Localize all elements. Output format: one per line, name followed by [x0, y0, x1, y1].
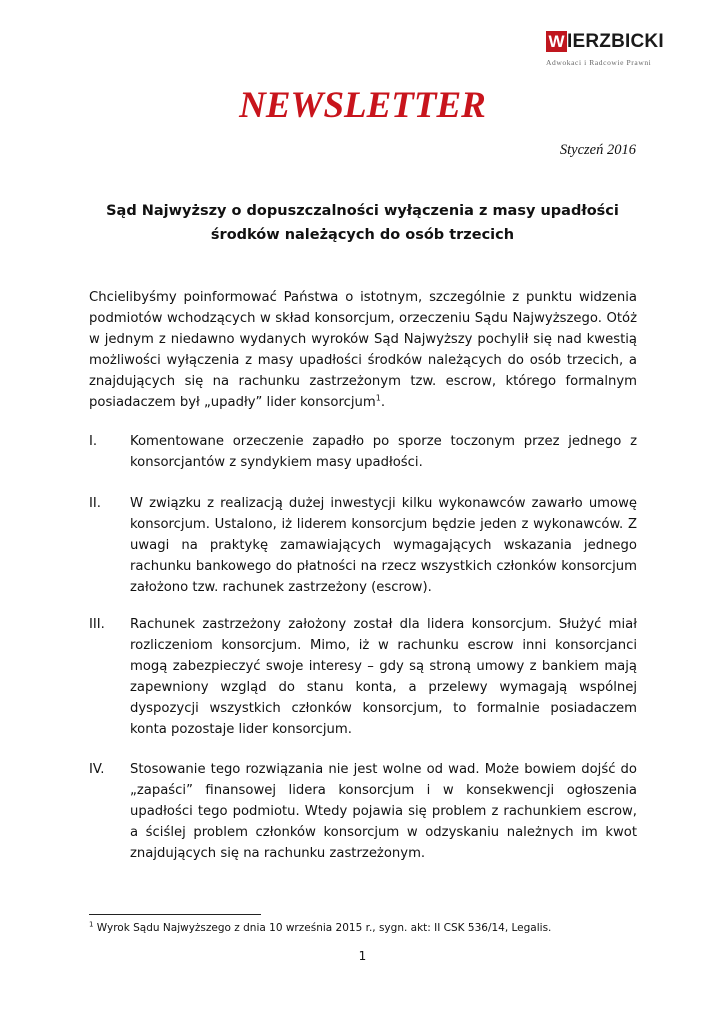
- logo-wordmark: IERZBICKI: [567, 30, 664, 52]
- newsletter-title: NEWSLETTER: [239, 85, 486, 126]
- list-item: [89, 614, 637, 740]
- page-number: 1: [358, 949, 367, 963]
- issue-date: Styczeń 2016: [559, 142, 636, 158]
- item-number: IV.: [89, 762, 105, 777]
- item-number: III.: [89, 617, 105, 632]
- logo-w-mark: W: [546, 31, 567, 52]
- item-text: W związku z realizacją dużej inwestycji kilku wykonawców zawarło umowę konsorcjum. Ustalono, iż liderem konsorcjum będzie jeden z wykonawców. Z uwagi na praktykę zamawiających wymagających wskazania jednego rachunku bankowego do płatności na rzecz wszystkich członków konsorcjum założono tzw. rachunek zastrzeżony (escrow).: [130, 496, 637, 595]
- item-number: II.: [89, 496, 101, 511]
- item-text: Rachunek zastrzeżony założony został dla lidera konsorcjum. Służyć miał rozliczeniom konsorcjum. Mimo, iż w rachunku escrow inni konsorcjanci mogą zabezpieczyć swoje interesy – gdy są stroną umowy z bankiem mają zapewniony wzgląd do stanu konta, a przelewy wymagają wspólnej dyspozycji wszystkich członków konsorcjum, to formalnie posiadaczem konta pozostaje lider konsorcjum.: [130, 617, 637, 737]
- intro-end: .: [380, 395, 386, 410]
- footnote-number: 1: [89, 920, 94, 929]
- headline-line-1: Sąd Najwyższy o dopuszczalności wyłączenia z masy upadłości: [106, 203, 619, 219]
- list-item: [89, 759, 637, 864]
- list-item: [89, 431, 637, 473]
- headline-line-2: środków należących do osób trzecich: [210, 227, 515, 243]
- footnote-text: Wyrok Sądu Najwyższego z dnia 10 września 2015 r., sygn. akt: II CSK 536/14, Legalis.: [93, 922, 552, 934]
- article-headline: [0, 199, 725, 247]
- intro-paragraph: [89, 287, 637, 413]
- intro-text: Chcielibyśmy poinformować Państwa o istotnym, szczególnie z punktu widzenia podmiotów wchodzących w skład konsorcjum, orzeczeniu Sądu Najwyższego. Otóż w jednym z niedawno wydanych wyroków Sąd Najwyższy pochylił się nad kwestią możliwości wyłączenia z masy upadłości środków należących do osób trzecich, a znajdujących się na rachunku zastrzeżonym tzw. escrow, którego formalnym posiadaczem był „upadły” lider konsorcjum: [89, 290, 637, 410]
- footnote-ref: 1: [375, 393, 381, 403]
- list-item: [89, 493, 637, 598]
- logo-tagline: Adwokaci i Radcowie Prawni: [546, 58, 652, 67]
- item-text: Komentowane orzeczenie zapadło po sporze toczonym przez jednego z konsorcjantów z syndykiem masy upadłości.: [130, 434, 637, 470]
- footnote: [89, 921, 551, 935]
- item-number: I.: [89, 434, 98, 449]
- item-text: Stosowanie tego rozwiązania nie jest wolne od wad. Może bowiem dojść do „zapaści” finansowej lidera konsorcjum i w konsekwencji ogłoszenia upadłości tego podmiotu. Wtedy pojawia się problem z rachunkiem escrow, a ściślej problem członków konsorcjum w odzyskaniu należnych im kwot znajdujących się na rachunku zastrzeżonym.: [130, 762, 637, 861]
- firm-logo: [546, 28, 670, 67]
- footnote-divider: [89, 914, 261, 915]
